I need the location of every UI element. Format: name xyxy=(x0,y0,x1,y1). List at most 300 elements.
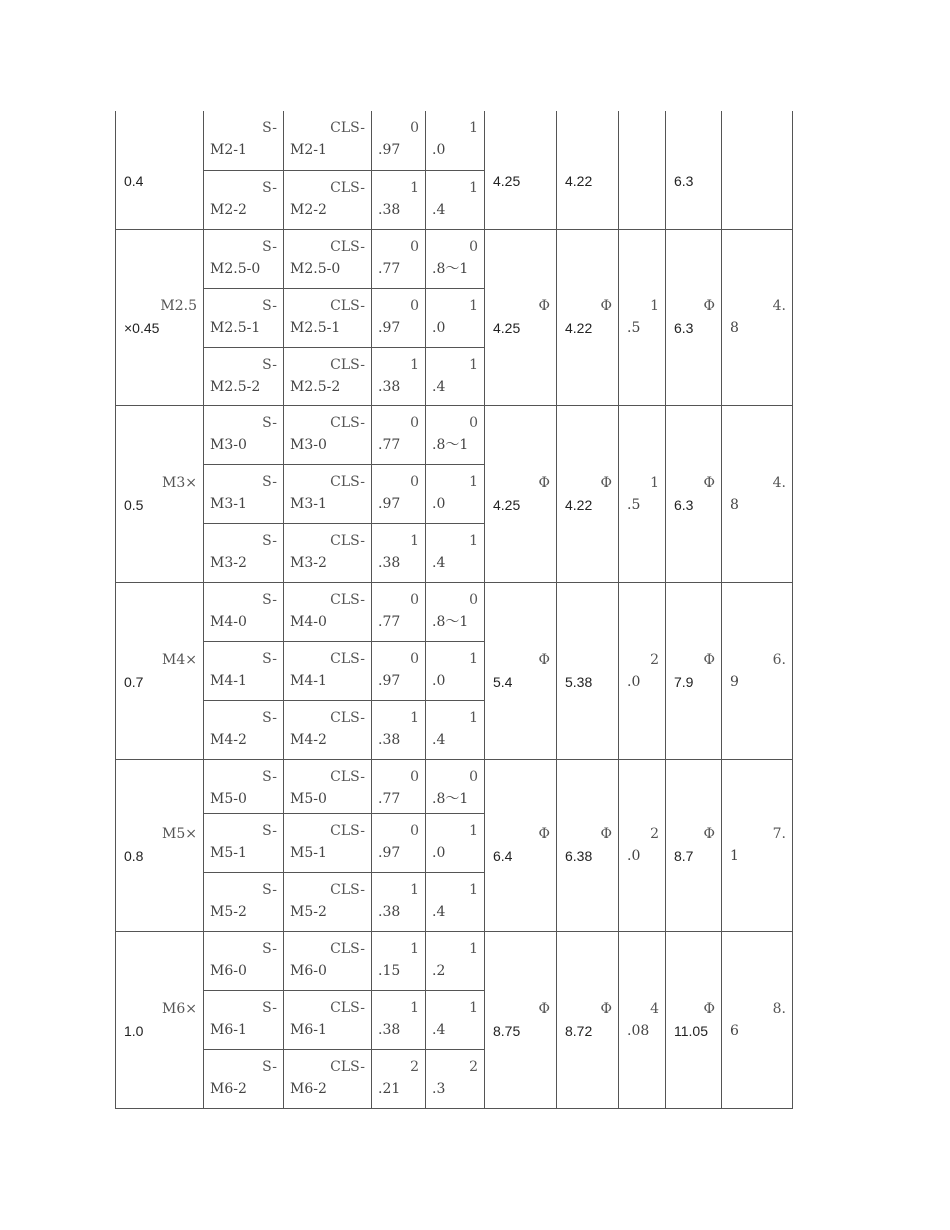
value-b-cell-top: 0 xyxy=(469,591,478,608)
screw-code-cell xyxy=(204,1049,284,1108)
screw-code-cell xyxy=(204,347,284,405)
value-a-cell xyxy=(372,347,426,405)
value-a-cell xyxy=(372,641,426,700)
length-cell xyxy=(619,405,666,582)
cls-code-cell xyxy=(284,229,372,288)
value-a-cell xyxy=(372,990,426,1049)
value-a-cell-top: 0 xyxy=(410,120,419,136)
table-row xyxy=(116,582,793,641)
value-a-cell-bottom: .21 xyxy=(378,1080,401,1097)
diameter-a-cell-top: Φ xyxy=(538,474,550,491)
thread-size-bottom: 0.4 xyxy=(124,172,144,189)
diameter-c-cell-top: Φ xyxy=(703,826,715,842)
value-b-cell xyxy=(426,700,485,759)
screw-code-cell xyxy=(204,582,284,641)
value-a-cell-bottom: .77 xyxy=(378,790,401,807)
screw-code-cell-top: S- xyxy=(262,650,277,667)
cls-code-cell-top: CLS- xyxy=(330,356,365,373)
value-a-cell-top: 1 xyxy=(410,179,419,196)
depth-cell-top: 7. xyxy=(772,826,786,842)
value-a-cell xyxy=(372,759,426,813)
diameter-c-cell xyxy=(666,931,722,1108)
length-cell-top: 2 xyxy=(650,651,659,668)
length-cell-top xyxy=(619,148,665,170)
value-b-cell xyxy=(426,347,485,405)
value-a-cell-top: 1 xyxy=(410,940,419,957)
value-a-cell xyxy=(372,582,426,641)
diameter-a-cell-top: Φ xyxy=(538,1000,550,1017)
value-a-cell-bottom: .97 xyxy=(378,672,401,689)
value-a-cell-top: 0 xyxy=(410,297,419,314)
length-cell-bottom xyxy=(619,170,665,192)
cls-code-cell-bottom: M6-2 xyxy=(290,1080,327,1097)
cls-code-cell-top: CLS- xyxy=(330,940,365,957)
screw-code-cell-top: S- xyxy=(262,356,277,373)
length-cell-top: 1 xyxy=(650,474,659,491)
screw-code-cell-top: S- xyxy=(262,532,277,549)
diameter-c-cell-bottom: 6.3 xyxy=(674,496,694,513)
length-cell-bottom: .0 xyxy=(627,848,641,864)
cls-code-cell-top: CLS- xyxy=(330,1058,365,1075)
cls-code-cell xyxy=(284,464,372,523)
value-b-cell xyxy=(426,813,485,872)
value-a-cell-top: 0 xyxy=(410,650,419,667)
value-a-cell-bottom: .77 xyxy=(378,436,401,453)
table-row xyxy=(116,405,793,464)
value-b-cell-top: 1 xyxy=(469,999,478,1016)
screw-code-cell-bottom: M3-1 xyxy=(210,495,247,512)
screw-code-cell-top: S- xyxy=(262,591,277,608)
cls-code-cell xyxy=(284,813,372,872)
value-a-cell-bottom: .38 xyxy=(378,378,401,395)
value-b-cell-top: 0 xyxy=(469,768,478,785)
depth-cell xyxy=(722,582,793,759)
cls-code-cell-bottom: M4-0 xyxy=(290,613,327,630)
diameter-a-cell xyxy=(485,759,557,931)
thread-size-cell xyxy=(116,229,204,405)
value-b-cell-bottom: .4 xyxy=(432,554,446,571)
thread-size-bottom: 0.5 xyxy=(124,496,144,513)
screw-code-cell xyxy=(204,931,284,990)
depth-cell-bottom: 6 xyxy=(730,1022,739,1039)
value-b-cell-top: 1 xyxy=(469,120,478,136)
cls-code-cell xyxy=(284,405,372,464)
value-b-cell-top: 2 xyxy=(469,1058,478,1075)
cls-code-cell-bottom: M6-0 xyxy=(290,962,327,979)
value-b-cell-top: 1 xyxy=(469,356,478,373)
cls-code-cell-top: CLS- xyxy=(330,297,365,314)
table-row xyxy=(116,759,793,813)
cls-code-cell xyxy=(284,759,372,813)
value-b-cell xyxy=(426,641,485,700)
value-a-cell-bottom: .38 xyxy=(378,201,401,218)
cls-code-cell-top: CLS- xyxy=(330,768,365,785)
cls-code-cell-top: CLS- xyxy=(330,414,365,431)
cls-code-cell-top: CLS- xyxy=(330,473,365,490)
screw-code-cell-bottom: M6-2 xyxy=(210,1080,247,1097)
screw-code-cell xyxy=(204,990,284,1049)
cls-code-cell-top: CLS- xyxy=(330,822,365,839)
length-cell xyxy=(619,229,666,405)
cls-code-cell-top: CLS- xyxy=(330,532,365,549)
screw-code-cell xyxy=(204,523,284,582)
screw-code-cell-top: S- xyxy=(262,999,277,1016)
cls-code-cell-top: CLS- xyxy=(330,999,365,1016)
value-b-cell-top: 1 xyxy=(469,881,478,898)
value-b-cell-bottom: .3 xyxy=(432,1080,446,1097)
table-row xyxy=(116,229,793,288)
value-a-cell xyxy=(372,405,426,464)
cls-code-cell-top: CLS- xyxy=(330,881,365,898)
value-b-cell-top: 1 xyxy=(469,709,478,726)
cls-code-cell-bottom: M2.5-0 xyxy=(290,260,341,277)
screw-code-cell xyxy=(204,229,284,288)
diameter-a-cell-top: Φ xyxy=(538,826,550,842)
screw-code-cell-bottom: M4-2 xyxy=(210,731,247,748)
diameter-c-cell-bottom: 6.3 xyxy=(674,320,694,336)
diameter-c-cell-top: Φ xyxy=(703,474,715,491)
value-b-cell xyxy=(426,582,485,641)
diameter-c-cell-top: Φ xyxy=(703,298,715,314)
value-a-cell xyxy=(372,170,426,229)
diameter-a-cell-bottom: 4.25 xyxy=(493,172,521,189)
thread-size-top: M6× xyxy=(162,1000,197,1017)
diameter-c-cell xyxy=(666,229,722,405)
value-b-cell-top: 0 xyxy=(469,414,478,431)
value-b-cell-top: 1 xyxy=(469,650,478,667)
screw-code-cell-bottom: M5-1 xyxy=(210,844,247,861)
value-b-cell xyxy=(426,288,485,347)
value-a-cell-top: 1 xyxy=(410,532,419,549)
depth-cell-top: 4. xyxy=(772,474,786,491)
screw-code-cell xyxy=(204,872,284,931)
cls-code-cell-bottom: M3-1 xyxy=(290,495,327,512)
diameter-a-cell-top xyxy=(485,148,556,170)
value-b-cell-bottom: .0 xyxy=(432,844,446,861)
depth-cell xyxy=(722,759,793,931)
diameter-b-cell-bottom: 4.22 xyxy=(565,172,593,189)
depth-cell xyxy=(722,229,793,405)
value-a-cell-top: 0 xyxy=(410,822,419,839)
depth-cell-top: 6. xyxy=(772,651,786,668)
value-b-cell-bottom: .4 xyxy=(432,201,446,218)
diameter-b-cell-top: Φ xyxy=(600,1000,612,1017)
diameter-b-cell xyxy=(557,405,619,582)
screw-code-cell-bottom: M4-0 xyxy=(210,613,247,630)
value-b-cell-bottom: .0 xyxy=(432,672,446,689)
value-b-cell xyxy=(426,464,485,523)
thread-size-top: M4× xyxy=(162,651,197,668)
diameter-a-cell-bottom: 5.4 xyxy=(493,673,513,690)
length-cell-top: 1 xyxy=(650,298,659,314)
spec-table xyxy=(115,111,793,1109)
screw-code-cell-bottom: M6-1 xyxy=(210,1021,247,1038)
screw-code-cell xyxy=(204,405,284,464)
screw-code-cell-bottom: M2.5-1 xyxy=(210,319,261,336)
value-a-cell-top: 0 xyxy=(410,591,419,608)
cls-code-cell-bottom: M2.5-2 xyxy=(290,378,341,395)
depth-cell-top xyxy=(722,148,792,170)
diameter-c-cell-top: Φ xyxy=(703,1000,715,1017)
value-b-cell-bottom: .4 xyxy=(432,731,446,748)
screw-code-cell-bottom: M2-1 xyxy=(210,142,247,158)
value-b-cell xyxy=(426,990,485,1049)
value-a-cell xyxy=(372,813,426,872)
diameter-c-cell-bottom: 8.7 xyxy=(674,848,694,864)
cls-code-cell xyxy=(284,700,372,759)
value-b-cell-bottom: .8～1 xyxy=(432,260,469,277)
thread-size-top: M3× xyxy=(162,474,197,491)
value-a-cell-bottom: .77 xyxy=(378,613,401,630)
value-a-cell-top: 0 xyxy=(410,238,419,255)
cls-code-cell-bottom: M3-0 xyxy=(290,436,327,453)
depth-cell-bottom: 8 xyxy=(730,320,739,336)
diameter-a-cell-bottom: 8.75 xyxy=(493,1022,521,1039)
length-cell-bottom: .5 xyxy=(627,496,641,513)
value-a-cell-bottom: .38 xyxy=(378,903,401,920)
cls-code-cell xyxy=(284,872,372,931)
screw-code-cell-top: S- xyxy=(262,940,277,957)
diameter-b-cell-top: Φ xyxy=(600,474,612,491)
diameter-c-cell xyxy=(666,759,722,931)
cls-code-cell-bottom: M2.5-1 xyxy=(290,319,341,336)
diameter-b-cell xyxy=(557,759,619,931)
cls-code-cell xyxy=(284,523,372,582)
screw-code-cell-top: S- xyxy=(262,473,277,490)
cls-code-cell-top: CLS- xyxy=(330,650,365,667)
value-a-cell-top: 1 xyxy=(410,999,419,1016)
value-a-cell-bottom: .38 xyxy=(378,731,401,748)
length-cell xyxy=(619,931,666,1108)
length-cell-bottom: .5 xyxy=(627,320,641,336)
value-a-cell-bottom: .38 xyxy=(378,1021,401,1038)
screw-code-cell-bottom: M2.5-2 xyxy=(210,378,261,395)
value-b-cell xyxy=(426,931,485,990)
value-a-cell xyxy=(372,1049,426,1108)
thread-size-bottom: 0.7 xyxy=(124,673,144,690)
screw-code-cell xyxy=(204,464,284,523)
cls-code-cell-top: CLS- xyxy=(330,238,365,255)
diameter-a-cell xyxy=(485,582,557,759)
cls-code-cell-bottom: M4-2 xyxy=(290,731,327,748)
thread-size-cell xyxy=(116,111,204,229)
cls-code-cell-top: CLS- xyxy=(330,120,365,136)
table-row xyxy=(116,931,793,990)
screw-code-cell-top: S- xyxy=(262,1058,277,1075)
screw-code-cell-top: S- xyxy=(262,179,277,196)
depth-cell xyxy=(722,931,793,1108)
value-a-cell-bottom: .97 xyxy=(378,142,401,158)
screw-code-cell-top: S- xyxy=(262,238,277,255)
length-cell-bottom: .0 xyxy=(627,673,641,690)
cls-code-cell-top: CLS- xyxy=(330,591,365,608)
screw-code-cell-bottom: M2-2 xyxy=(210,201,247,218)
cls-code-cell-bottom: M5-0 xyxy=(290,790,327,807)
cls-code-cell xyxy=(284,1049,372,1108)
cls-code-cell-top: CLS- xyxy=(330,179,365,196)
value-a-cell-bottom: .15 xyxy=(378,962,401,979)
diameter-b-cell-bottom: 6.38 xyxy=(565,848,593,864)
depth-cell-bottom: 9 xyxy=(730,673,739,690)
value-b-cell-top: 1 xyxy=(469,822,478,839)
length-cell xyxy=(619,111,666,229)
value-b-cell-bottom: .8～1 xyxy=(432,613,469,630)
diameter-b-cell-bottom: 8.72 xyxy=(565,1022,593,1039)
cls-code-cell-top: CLS- xyxy=(330,709,365,726)
thread-size-bottom: 0.8 xyxy=(124,848,144,864)
diameter-b-cell xyxy=(557,229,619,405)
value-a-cell-bottom: .97 xyxy=(378,844,401,861)
cls-code-cell xyxy=(284,111,372,170)
value-a-cell-bottom: .38 xyxy=(378,554,401,571)
value-b-cell-top: 1 xyxy=(469,473,478,490)
value-a-cell xyxy=(372,111,426,170)
diameter-a-cell xyxy=(485,229,557,405)
diameter-c-cell xyxy=(666,582,722,759)
cls-code-cell xyxy=(284,170,372,229)
value-a-cell-top: 1 xyxy=(410,881,419,898)
value-b-cell-top: 1 xyxy=(469,297,478,314)
value-b-cell-bottom: .8～1 xyxy=(432,436,469,453)
diameter-b-cell-top xyxy=(557,649,618,671)
length-cell-top: 4 xyxy=(650,1000,659,1017)
screw-code-cell-bottom: M5-2 xyxy=(210,903,247,920)
screw-code-cell xyxy=(204,759,284,813)
value-b-cell xyxy=(426,872,485,931)
cls-code-cell-bottom: M2-1 xyxy=(290,142,327,158)
value-b-cell-bottom: .2 xyxy=(432,962,446,979)
diameter-a-cell-top: Φ xyxy=(538,651,550,668)
value-a-cell xyxy=(372,229,426,288)
value-a-cell-bottom: .97 xyxy=(378,319,401,336)
value-a-cell-bottom: .77 xyxy=(378,260,401,277)
value-b-cell-top: 0 xyxy=(469,238,478,255)
value-b-cell-bottom: .4 xyxy=(432,378,446,395)
value-a-cell-top: 0 xyxy=(410,473,419,490)
cls-code-cell-bottom: M3-2 xyxy=(290,554,327,571)
cls-code-cell xyxy=(284,990,372,1049)
value-b-cell-top: 1 xyxy=(469,179,478,196)
screw-code-cell xyxy=(204,288,284,347)
screw-code-cell-top: S- xyxy=(262,768,277,785)
diameter-c-cell xyxy=(666,405,722,582)
length-cell-top: 2 xyxy=(650,826,659,842)
thread-size-top: M2.5 xyxy=(160,298,197,314)
depth-cell xyxy=(722,405,793,582)
screw-code-cell-top: S- xyxy=(262,297,277,314)
value-b-cell-bottom: .4 xyxy=(432,1021,446,1038)
value-b-cell xyxy=(426,229,485,288)
screw-code-cell xyxy=(204,700,284,759)
value-b-cell xyxy=(426,759,485,813)
screw-code-cell-bottom: M3-2 xyxy=(210,554,247,571)
thread-size-cell xyxy=(116,759,204,931)
diameter-b-cell-bottom: 5.38 xyxy=(565,673,593,690)
depth-cell-top: 4. xyxy=(772,298,786,314)
value-a-cell-top: 1 xyxy=(410,356,419,373)
diameter-c-cell-bottom: 11.05 xyxy=(674,1022,708,1039)
screw-code-cell xyxy=(204,170,284,229)
value-a-cell xyxy=(372,523,426,582)
thread-size-cell xyxy=(116,582,204,759)
diameter-b-cell xyxy=(557,582,619,759)
cls-code-cell-bottom: M2-2 xyxy=(290,201,327,218)
diameter-b-cell-bottom: 4.22 xyxy=(565,320,593,336)
diameter-a-cell-top: Φ xyxy=(538,298,550,314)
value-a-cell-top: 1 xyxy=(410,709,419,726)
thread-size-cell xyxy=(116,405,204,582)
cls-code-cell-bottom: M5-1 xyxy=(290,844,327,861)
value-b-cell xyxy=(426,1049,485,1108)
diameter-b-cell-top: Φ xyxy=(600,298,612,314)
thread-size-top xyxy=(116,148,203,170)
value-b-cell-bottom: .4 xyxy=(432,903,446,920)
value-a-cell xyxy=(372,700,426,759)
cls-code-cell xyxy=(284,347,372,405)
depth-cell xyxy=(722,111,793,229)
depth-cell-bottom: 1 xyxy=(730,848,739,864)
value-b-cell xyxy=(426,523,485,582)
value-b-cell xyxy=(426,405,485,464)
depth-cell-bottom: 8 xyxy=(730,496,739,513)
length-cell-bottom: .08 xyxy=(627,1022,650,1039)
cls-code-cell-bottom: M6-1 xyxy=(290,1021,327,1038)
screw-code-cell-bottom: M4-1 xyxy=(210,672,247,689)
diameter-c-cell-bottom: 7.9 xyxy=(674,673,694,690)
value-b-cell-bottom: .0 xyxy=(432,495,446,512)
value-a-cell-bottom: .97 xyxy=(378,495,401,512)
screw-code-cell-top: S- xyxy=(262,120,277,136)
value-a-cell-top: 0 xyxy=(410,414,419,431)
screw-code-cell-top: S- xyxy=(262,709,277,726)
diameter-a-cell-bottom: 6.4 xyxy=(493,848,513,864)
cls-code-cell xyxy=(284,931,372,990)
screw-code-cell xyxy=(204,111,284,170)
diameter-a-cell xyxy=(485,111,557,229)
diameter-c-cell-top: Φ xyxy=(703,651,715,668)
thread-size-cell xyxy=(116,931,204,1108)
diameter-b-cell xyxy=(557,111,619,229)
table-row xyxy=(116,111,793,170)
value-a-cell xyxy=(372,288,426,347)
cls-code-cell xyxy=(284,641,372,700)
diameter-c-cell-top xyxy=(666,148,721,170)
cls-code-cell-bottom: M5-2 xyxy=(290,903,327,920)
value-a-cell xyxy=(372,872,426,931)
diameter-a-cell-bottom: 4.25 xyxy=(493,320,521,336)
value-a-cell xyxy=(372,464,426,523)
thread-size-top: M5× xyxy=(162,826,197,842)
screw-code-cell-bottom: M5-0 xyxy=(210,790,247,807)
value-b-cell-top: 1 xyxy=(469,532,478,549)
diameter-c-cell-bottom: 6.3 xyxy=(674,172,694,189)
thread-size-bottom: ×0.45 xyxy=(124,320,160,336)
screw-code-cell-bottom: M2.5-0 xyxy=(210,260,261,277)
diameter-a-cell-bottom: 4.25 xyxy=(493,496,521,513)
screw-code-cell xyxy=(204,813,284,872)
value-a-cell-top: 0 xyxy=(410,768,419,785)
diameter-b-cell xyxy=(557,931,619,1108)
screw-code-cell-bottom: M6-0 xyxy=(210,962,247,979)
depth-cell-bottom xyxy=(722,170,792,192)
cls-code-cell xyxy=(284,582,372,641)
value-b-cell xyxy=(426,111,485,170)
screw-code-cell xyxy=(204,641,284,700)
value-b-cell-bottom: .0 xyxy=(432,142,446,158)
value-b-cell xyxy=(426,170,485,229)
screw-code-cell-top: S- xyxy=(262,881,277,898)
depth-cell-top: 8. xyxy=(772,1000,786,1017)
